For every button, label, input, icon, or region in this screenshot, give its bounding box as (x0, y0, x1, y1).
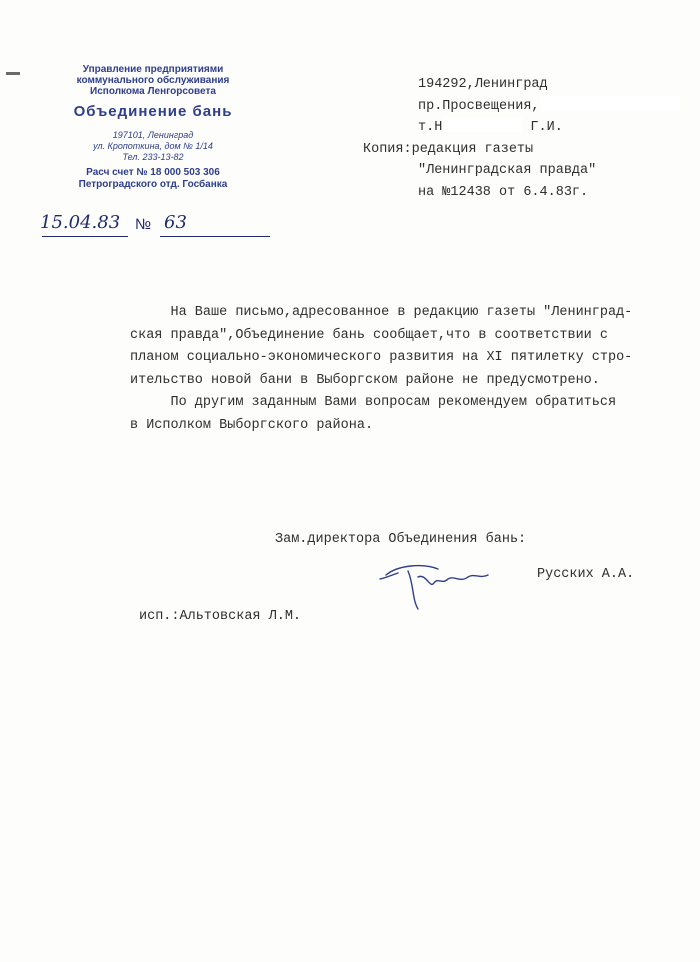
registration-number: 63 (164, 212, 187, 233)
stamp-line-3: Исполкома Ленгорсовета (90, 86, 216, 97)
edge-mark (6, 72, 20, 75)
handwritten-signature (378, 555, 498, 613)
copy-line-2: "Ленинградская правда" (418, 163, 597, 178)
executor-line: исп.:Альтовская Л.М. (139, 609, 302, 624)
stamp-line-1: Управление предприятиями (82, 64, 224, 75)
stamp-account: Расч счет № 18 000 503 306 (86, 167, 220, 178)
letter-body (130, 302, 675, 437)
stamp-address-2: ул. Кропоткина, дом № 1/14 (93, 141, 213, 151)
stamp-title: Объединение бань (73, 103, 233, 120)
body-line: планом социально-экономического развития на XI пятилетку стро- (130, 350, 633, 365)
copy-line-1 (363, 139, 683, 161)
copy-recipient: редакция газеты (411, 141, 534, 157)
number-sign: № (135, 216, 152, 233)
redaction-box (540, 96, 680, 111)
stamp-bank: Петроградского отд. Госбанка (78, 179, 228, 190)
body-line: ительство новой бани в Выборгском районе не предусмотрено. (130, 372, 600, 388)
addressee-line-3 (363, 117, 683, 139)
addressee-initials: Г.И. (530, 120, 563, 135)
addressee-block (363, 74, 683, 203)
body-line: По другим заданным Вами вопросам рекомендуем обратиться (130, 395, 617, 410)
body-line: ская правда",Объединение бань сообщает,что в соответствии с (130, 327, 608, 343)
copy-label: Копия: (363, 141, 412, 157)
addressee-street: пр.Просвещения, (418, 98, 540, 114)
addressee-line-1: 194292,Ленинград (418, 77, 548, 92)
stamp-phone: Тел. 233-13-82 (122, 152, 184, 162)
copy-line-3: на №12438 от 6.4.83г. (418, 184, 589, 200)
addressee-line-2 (363, 96, 683, 118)
registration-line (40, 212, 240, 242)
stamp-line-2: коммунального обслуживания (76, 75, 230, 86)
addressee-initial: т.Н (418, 120, 443, 135)
body-line: На Ваше письмо,адресованное в редакцию газеты "Ленинград- (130, 305, 633, 320)
registration-date: 15.04.83 (40, 212, 121, 233)
number-underline (160, 236, 270, 237)
organization-stamp (58, 64, 248, 191)
date-underline (42, 236, 128, 237)
body-line: в Исполком Выборгского района. (130, 417, 374, 433)
stamp-address-1: 197101, Ленинград (112, 130, 194, 140)
signer-name: Русских А.А. (537, 567, 635, 582)
signer-title: Зам.директора Объединения бань: (275, 532, 527, 547)
redaction-box (442, 117, 522, 132)
